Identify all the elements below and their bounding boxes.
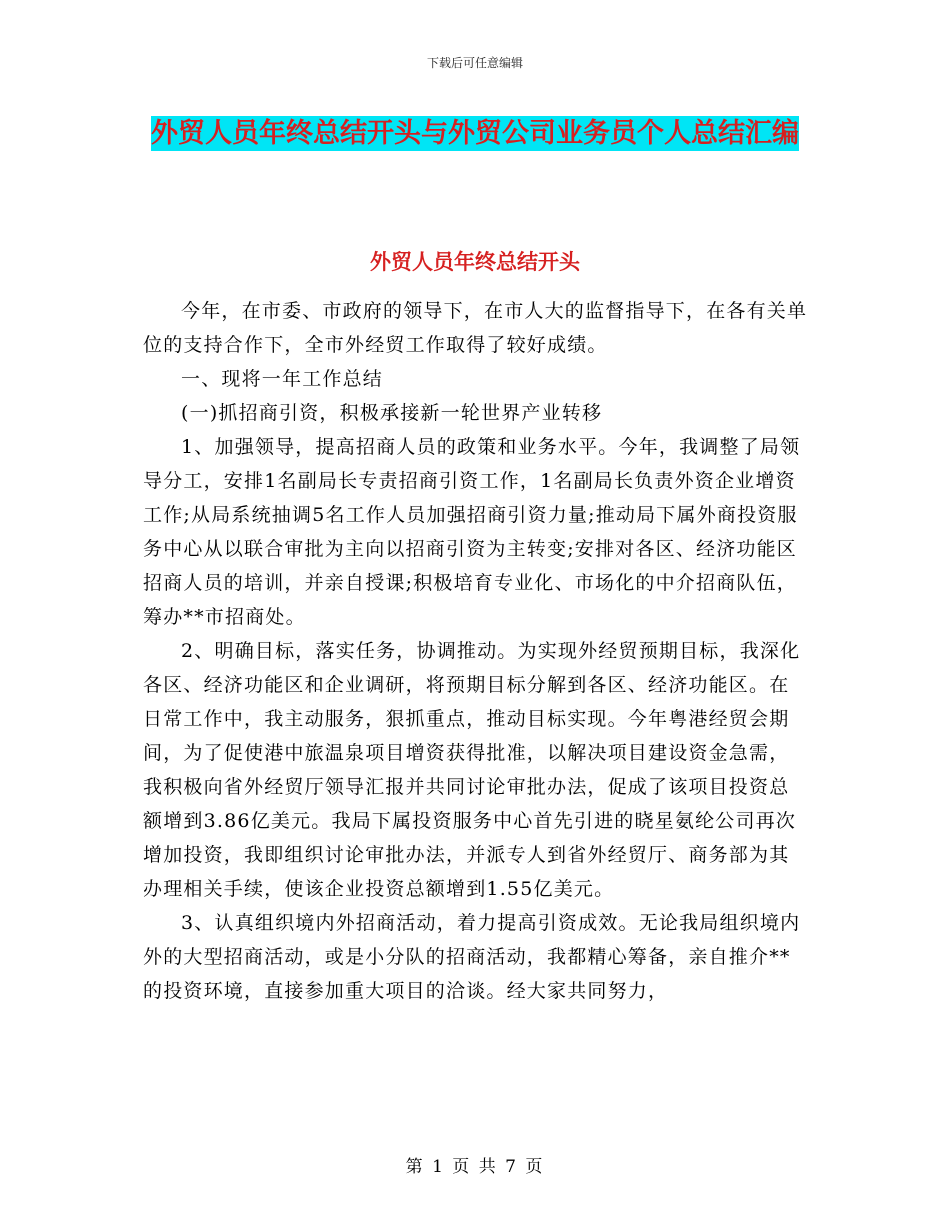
paragraph: (一)抓招商引资，积极承接新一轮世界产业转移: [181, 402, 603, 424]
paragraph: 今年，在市委、市政府的领导下，在市人大的监督指导下，在各有关单位的支持合作下，全市外经贸工作取得了较好成绩。: [143, 300, 808, 356]
document-title: [140, 108, 810, 160]
page-number: 第 1 页 共 7 页: [405, 1157, 545, 1177]
section-title: 外贸人员年终总结开头: [370, 250, 580, 274]
paragraph: 2、明确目标，落实任务，协调推动。为实现外经贸预期目标，我深化各区、经济功能区和企业调研，将预期目标分解到各区、经济功能区。在日常工作中，我主动服务，狠抓重点，推动目标实现。今年粤港经贸会期间，为了促使港中旅温泉项目增资获得批准，以解决项目建设资金急需，我积极向省外经贸厅领导汇报并共同讨论审批办法，促成了该项目投资总额增到3.86亿美元。我局下属投资服务中心首先引进的晓星氨纶公司再次增加投资，我即组织讨论审批办法，并派专人到省外经贸厅、商务部为其办理相关手续，使该企业投资总额增到1.55亿美元。: [143, 640, 801, 900]
paragraph: 1、加强领导，提高招商人员的政策和业务水平。今年，我调整了局领导分工，安排1名副局长专责招商引资工作，1名副局长负责外资企业增资工作;从局系统抽调5名工作人员加强招商引资力量;推动局下属外商投资服务中心从以联合审批为主向以招商引资为主转变;安排对各区、经济功能区招商人员的培训，并亲自授课;积极培育专业化、市场化的中介招商队伍，筹办**市招商处。: [143, 436, 801, 628]
paragraph: 3、认真组织境内外招商活动，着力提高引资成效。无论我局组织境内外的大型招商活动，或是小分队的招商活动，我都精心筹备，亲自推介**的投资环境，直接参加重大项目的洽谈。经大家共同努力，: [143, 912, 801, 1002]
header-note: 下载后可任意编辑: [426, 56, 523, 70]
paragraph: 一、现将一年工作总结: [181, 368, 384, 390]
document-title-text: 外贸人员年终总结开头与外贸公司业务员个人总结汇编: [151, 118, 799, 149]
document-body: [143, 294, 808, 1008]
